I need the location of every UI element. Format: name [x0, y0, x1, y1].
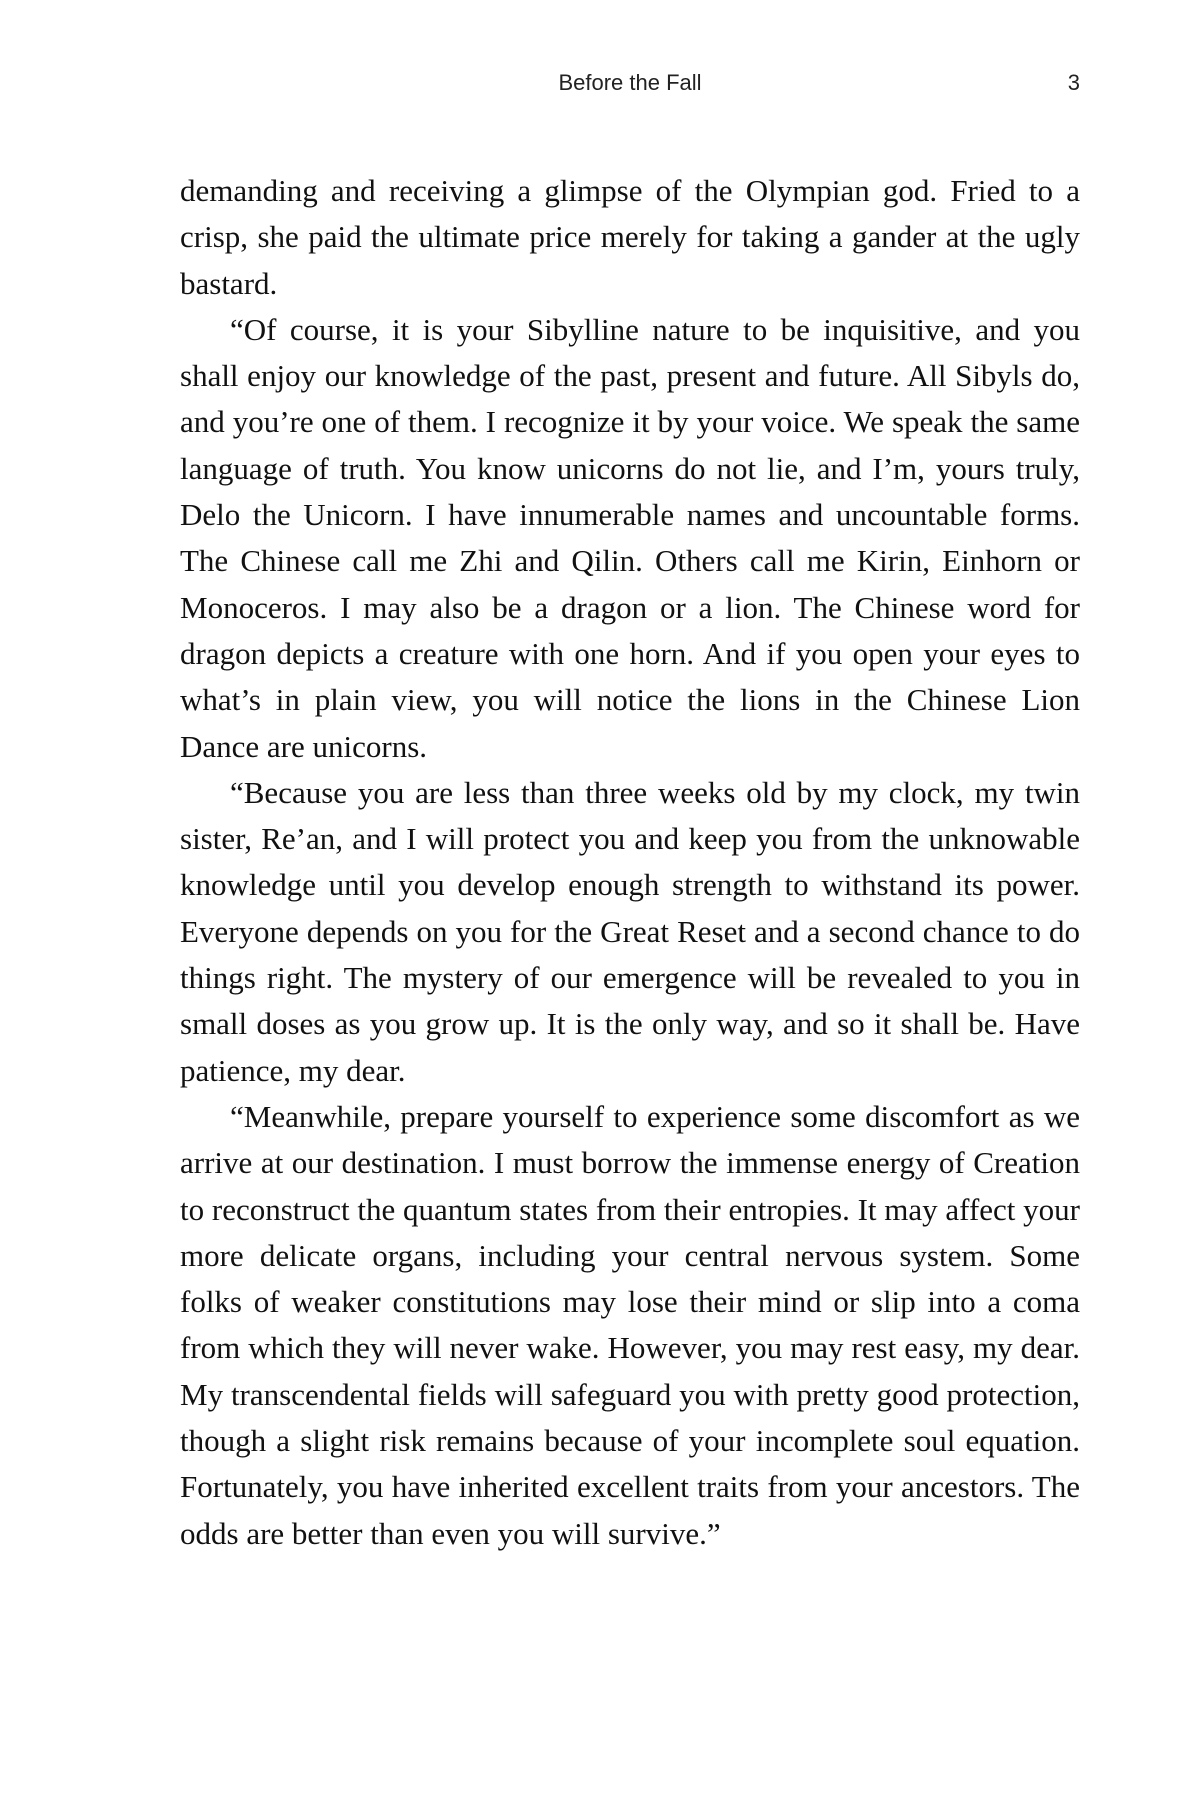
running-head — [180, 70, 1080, 100]
paragraph-continued: demanding and receiving a glimpse of the Olympian god. Fried to a crisp, she paid the ultimate price merely for taking a gander at the ugly bastard. — [180, 173, 1080, 301]
paragraph: “Of course, it is your Sibylline nature to be inquisitive, and you shall enjoy our knowledge of the past, present and future. All Sibyls do, and you’re one of them. I recognize it by your voice. We speak the same language of truth. You know unicorns do not lie, and I’m, yours truly, Delo the Unicorn. I have innumerable names and uncountable forms. The Chinese call me Zhi and Qilin. Others call me Kirin, Einhorn or Monoceros. I may also be a dragon or a lion. The Chinese word for dragon depicts a creature with one horn. And if you open your eyes to what’s in plain view, you will notice the lions in the Chinese Lion Dance are unicorns. — [180, 311, 1080, 764]
body-text — [180, 168, 1080, 1557]
page-number: 3 — [1067, 70, 1080, 95]
running-title: Before the Fall — [558, 70, 702, 95]
paragraph: “Because you are less than three weeks old by my clock, my twin sister, Re’an, and I will protect you and keep you from the unknowable knowledge until you develop enough strength to withstand its power. Everyone depends on you for the Great Reset and a second chance to do things right. The mystery of our emergence will be revealed to you in small doses as you grow up. It is the only way, and so it shall be. Have patience, my dear. — [180, 774, 1080, 1088]
paragraph: “Meanwhile, prepare yourself to experience some discomfort as we arrive at our destination. I must borrow the immense energy of Creation to reconstruct the quantum states from their entropies. It may affect your more delicate organs, including your central nervous system. Some folks of weaker constitutions may lose their mind or slip into a coma from which they will never wake. However, you may rest easy, my dear. My transcendental fields will safeguard you with pretty good protection, though a slight risk remains because of your incomplete soul equation. Fortunately, you have inherited excellent traits from your ancestors. The odds are better than even you will survive.” — [180, 1098, 1080, 1551]
